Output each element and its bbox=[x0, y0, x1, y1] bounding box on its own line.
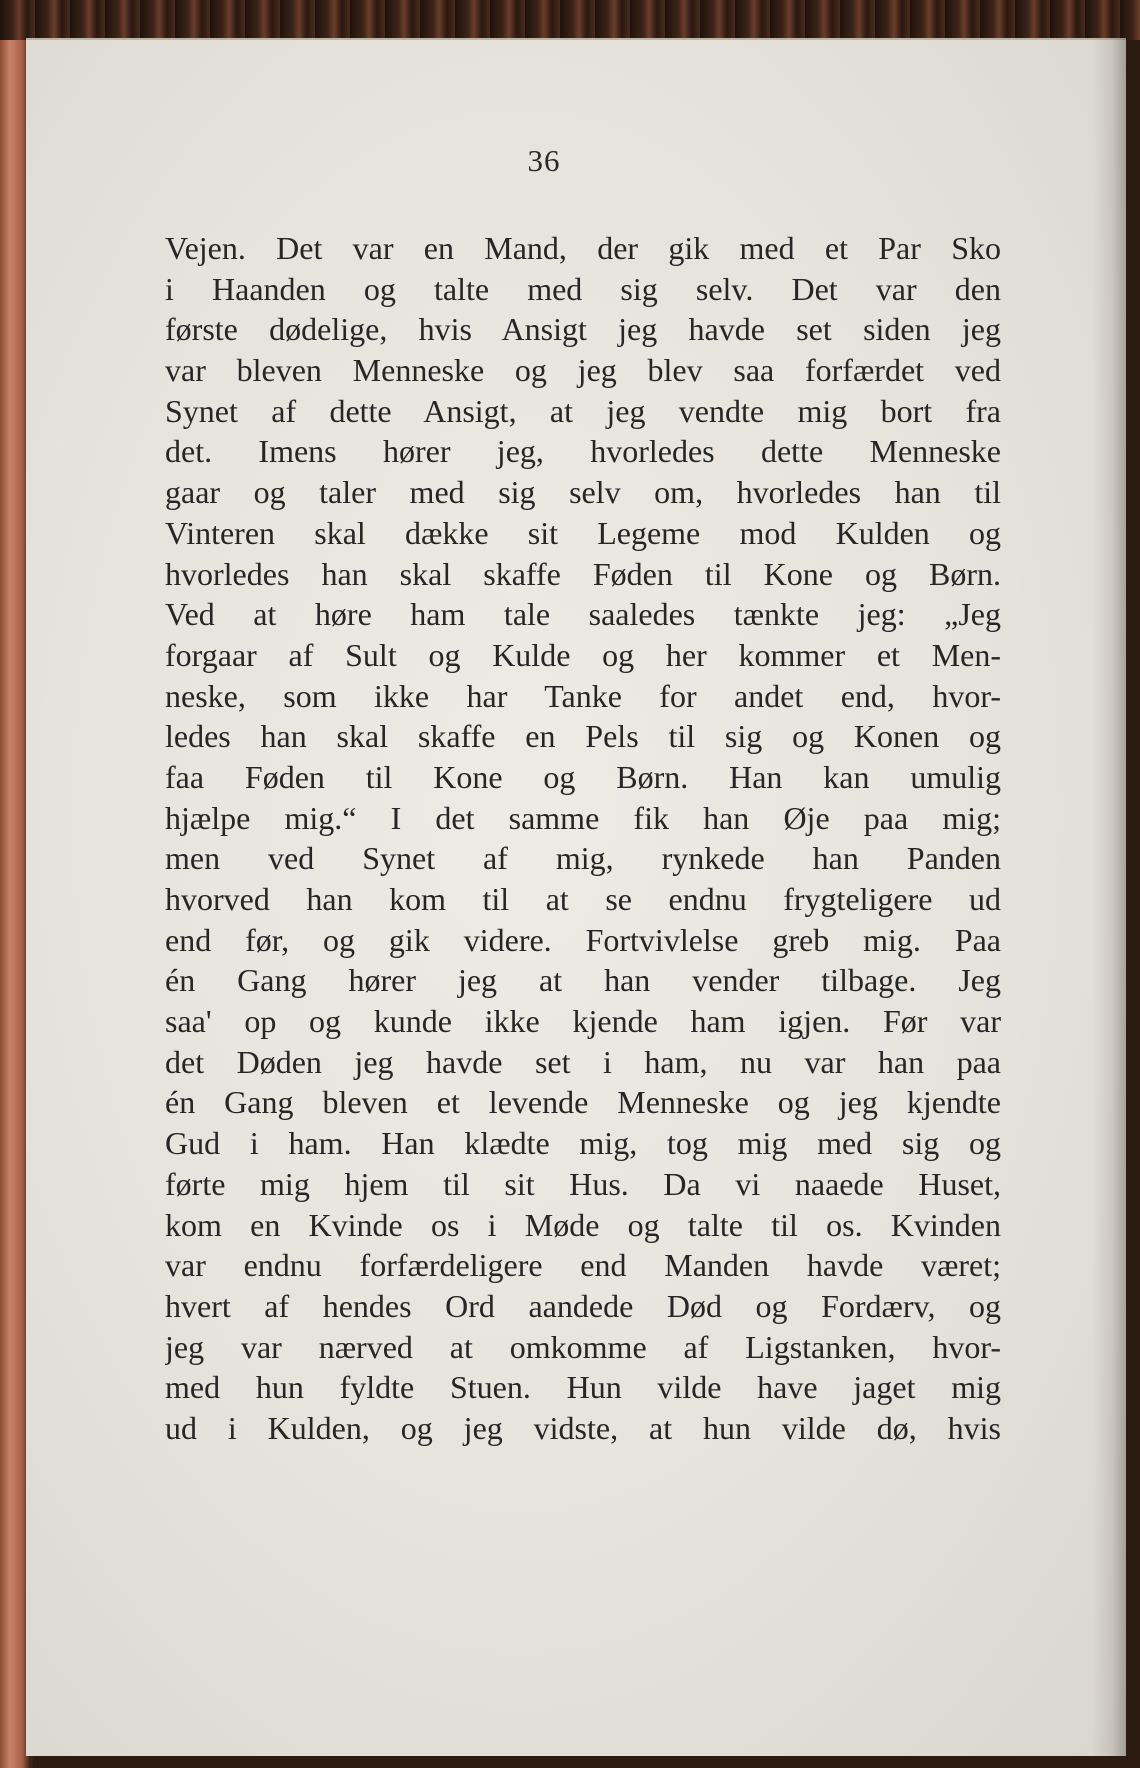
text-line: ud i Kulden, og jeg vidste, at hun vilde dø, hvis bbox=[165, 1409, 1001, 1446]
text-line: hjælpe mig.“ I det samme fik han Øje paa mig; bbox=[165, 799, 1001, 836]
text-line: med hun fyldte Stuen. Hun vilde have jaget mig bbox=[165, 1369, 1001, 1406]
text-line: hvorledes han skal skaffe Føden til Kone og Børn. bbox=[165, 555, 1001, 592]
text-line: i Haanden og talte med sig selv. Det var den bbox=[165, 270, 1001, 307]
text-line: hvorved han kom til at se endnu frygteligere ud bbox=[165, 881, 1001, 917]
text-line: Gud i ham. Han klædte mig, tog mig med sig og bbox=[165, 1125, 1001, 1162]
text-line: forgaar af Sult og Kulde og her kommer et Men- bbox=[165, 636, 1001, 673]
page-number: 36 bbox=[527, 143, 561, 178]
text-line: det. Imens hører jeg, hvorledes dette Menneske bbox=[165, 433, 1001, 470]
text-line: ledes han skal skaffe en Pels til sig og Konen og bbox=[165, 718, 1001, 755]
text-line: var bleven Menneske og jeg blev saa forfærdet ved bbox=[165, 352, 1001, 389]
text-line: førte mig hjem til sit Hus. Da vi naaede Huset, bbox=[165, 1165, 1001, 1202]
text-line: Vejen. Det var en Mand, der gik med et Par Sko bbox=[165, 230, 1001, 266]
text-line: Ved at høre ham tale saaledes tænkte jeg: „Jeg bbox=[165, 596, 1001, 633]
text-line: gaar og taler med sig selv om, hvorledes han til bbox=[165, 474, 1001, 511]
text-line: saa' op og kunde ikke kjende ham igjen. Før var bbox=[165, 1003, 1001, 1040]
book-cover-edge bbox=[0, 0, 1140, 40]
text-line: Vinteren skal dække sit Legeme mod Kulden og bbox=[165, 514, 1001, 551]
text-line: én Gang hører jeg at han vender tilbage. Jeg bbox=[165, 962, 1001, 999]
text-line: første dødelige, hvis Ansigt jeg havde set siden jeg bbox=[165, 311, 1001, 348]
text-line: én Gang bleven et levende Menneske og jeg kjendte bbox=[165, 1084, 1001, 1121]
text-line: var endnu forfærdeligere end Manden havde været; bbox=[165, 1247, 1001, 1284]
text-line: neske, som ikke har Tanke for andet end, hvor- bbox=[165, 677, 1001, 714]
text-line: hvert af hendes Ord aandede Død og Fordærv, og bbox=[165, 1287, 1001, 1324]
text-line: men ved Synet af mig, rynkede han Panden bbox=[165, 840, 1001, 877]
text-line: end før, og gik videre. Fortvivlelse greb mig. Paa bbox=[165, 921, 1001, 958]
text-line: jeg var nærved at omkomme af Ligstanken, hvor- bbox=[165, 1328, 1001, 1365]
text-line: det Døden jeg havde set i ham, nu var han paa bbox=[165, 1043, 1001, 1080]
text-line: Synet af dette Ansigt, at jeg vendte mig bort fra bbox=[165, 392, 1001, 429]
text-line: faa Føden til Kone og Børn. Han kan umulig bbox=[165, 758, 1001, 795]
page-gutter-shadow bbox=[1092, 38, 1126, 1756]
text-line: kom en Kvinde os i Møde og talte til os. Kvinden bbox=[165, 1206, 1001, 1243]
body-text bbox=[165, 228, 1001, 1449]
